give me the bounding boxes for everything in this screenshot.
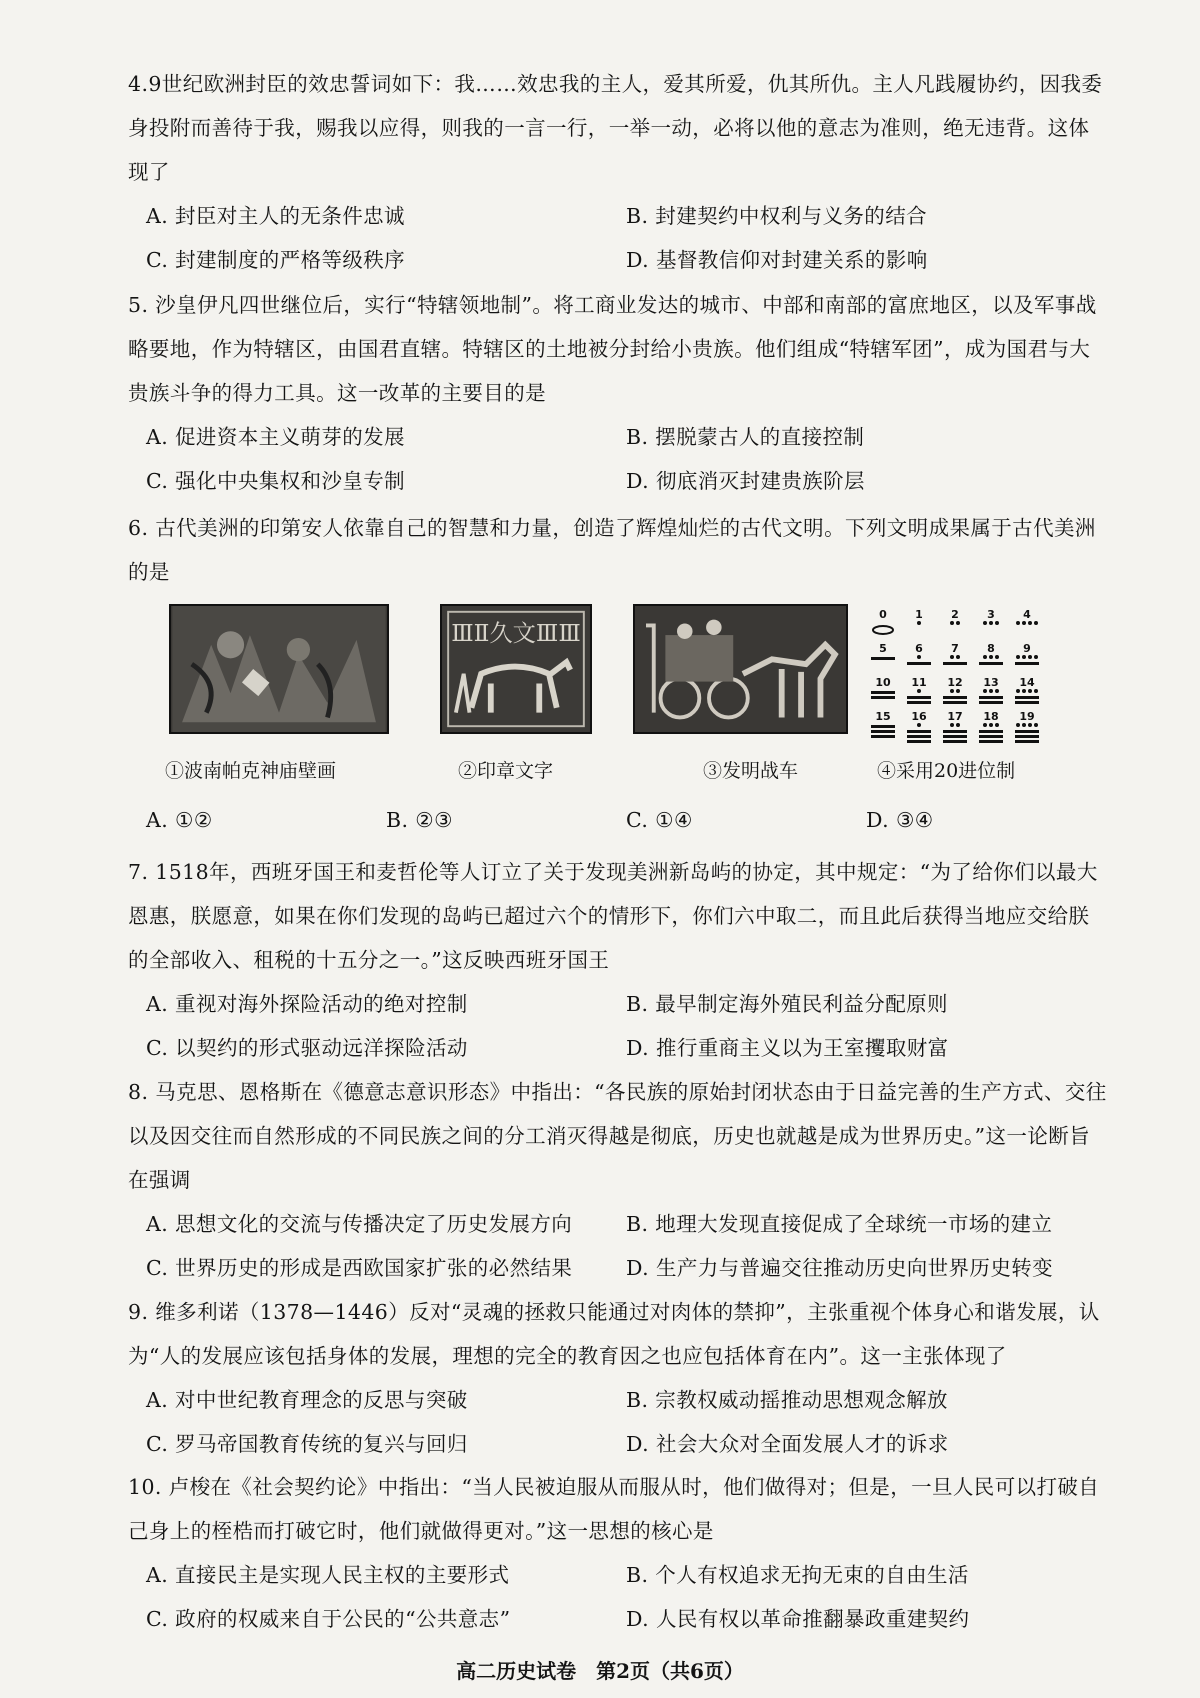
option-d: D. 彻底消灭封建贵族阶层 — [626, 469, 865, 493]
figure-1-caption: ①波南帕克神庙壁画 — [165, 760, 337, 782]
option-a: A. 直接民主是实现人民主权的主要形式 — [146, 1563, 510, 1587]
mayan-numeral-4 — [1016, 608, 1038, 625]
option-d: D. 推行重商主义以为王室攫取财富 — [626, 1036, 949, 1060]
question-7-stem: 7. 1518年，西班牙国王和麦哲伦等人订立了关于发现美洲新岛屿的协定，其中规定：“为了给你们以最大恩惠，朕愿意，如果在你们发现的岛屿已超过六个的情形下，你们六中取二，而且此后获得当地应交给朕的全部收入、租税的十五分之一。”这反映西班牙国王 — [128, 860, 1098, 972]
option-b: B. ②③ — [386, 808, 453, 832]
svg-text:12: 12 — [947, 676, 963, 689]
question-10 — [128, 1465, 1108, 1641]
question-10-options — [128, 1553, 1108, 1641]
svg-text:15: 15 — [875, 710, 891, 723]
svg-text:17: 17 — [947, 710, 963, 723]
mayan-numeral-6 — [907, 642, 931, 665]
svg-text:18: 18 — [983, 710, 999, 723]
seal-image — [440, 604, 592, 734]
question-9-options — [128, 1378, 1108, 1466]
option-a: A. 促进资本主义萌芽的发展 — [146, 425, 405, 449]
question-7-options — [128, 982, 1108, 1070]
figure-seal — [440, 604, 592, 782]
option-c: C. 世界历史的形成是西欧国家扩张的必然结果 — [146, 1256, 573, 1280]
option-c: C. 以契约的形式驱动远洋探险活动 — [146, 1036, 468, 1060]
svg-text:6: 6 — [915, 642, 923, 655]
question-6-figures — [165, 604, 1095, 804]
question-5 — [128, 283, 1108, 503]
mayan-numeral-10 — [871, 676, 895, 699]
svg-text:16: 16 — [911, 710, 927, 723]
option-a: A. 封臣对主人的无条件忠诚 — [146, 204, 405, 228]
figure-3-caption: ③发明战车 — [703, 760, 799, 782]
option-a: A. ①② — [146, 808, 213, 832]
question-6 — [128, 506, 1108, 594]
question-5-stem: 5. 沙皇伊凡四世继位后，实行“特辖领地制”。将工商业发达的城市、中部和南部的富庶地区，以及军事战略要地，作为特辖区，由国君直辖。特辖区的土地被分封给小贵族。他们组成“特辖军团”，成为国君与大贵族斗争的得力工具。这一改革的主要目的是 — [128, 293, 1097, 405]
question-4 — [128, 62, 1108, 282]
mayan-numeral-12 — [943, 676, 967, 704]
svg-text:3: 3 — [987, 608, 995, 621]
question-4-options — [128, 194, 1108, 282]
mayan-numeral-8 — [979, 642, 1003, 665]
question-6-options-wrap — [128, 798, 1108, 842]
mayan-numeral-3 — [983, 608, 999, 625]
svg-text:5: 5 — [879, 642, 887, 655]
question-8-stem: 8. 马克思、恩格斯在《德意志意识形态》中指出：“各民族的原始封闭状态由于日益完善的生产方式、交往以及因交往而自然形成的不同民族之间的分工消灭得越是彻底，历史也就越是成为世界历史。”这一论断旨在强调 — [128, 1080, 1107, 1192]
question-9 — [128, 1290, 1108, 1466]
option-b: B. 封建契约中权利与义务的结合 — [626, 204, 927, 228]
figure-2-caption: ②印章文字 — [458, 760, 554, 782]
figure-mayan-numerals — [865, 604, 1055, 782]
svg-text:19: 19 — [1019, 710, 1035, 723]
question-7 — [128, 850, 1108, 1070]
figure-4-caption: ④采用20进位制 — [877, 760, 1016, 782]
option-b: B. 最早制定海外殖民利益分配原则 — [626, 992, 948, 1016]
option-b: B. 个人有权追求无拘无束的自由生活 — [626, 1563, 969, 1587]
mayan-numeral-0 — [873, 608, 893, 634]
option-b: B. 地理大发现直接促成了全球统一市场的建立 — [626, 1212, 1053, 1236]
option-c: C. 罗马帝国教育传统的复兴与回归 — [146, 1432, 468, 1456]
mayan-numeral-9 — [1015, 642, 1039, 665]
question-5-options — [128, 415, 1108, 503]
question-10-stem: 10. 卢梭在《社会契约论》中指出：“当人民被迫服从而服从时，他们做得对；但是，一旦人民可以打破自己身上的桎梏而打破它时，他们就做得更对。”这一思想的核心是 — [128, 1475, 1100, 1543]
svg-text:1: 1 — [915, 608, 923, 621]
chariot-image — [633, 604, 848, 734]
mayan-numeral-1 — [915, 608, 923, 625]
question-8 — [128, 1070, 1108, 1290]
svg-text:11: 11 — [911, 676, 927, 689]
mayan-numeral-13 — [979, 676, 1003, 704]
mayan-numeral-11 — [907, 676, 931, 704]
figure-mural — [165, 604, 389, 782]
mayan-numeral-16 — [907, 710, 931, 743]
mayan-numeral-15 — [871, 710, 895, 738]
mayan-numeral-2 — [950, 608, 960, 625]
option-d: D. 基督教信仰对封建关系的影响 — [626, 248, 928, 272]
question-6-stem: 6. 古代美洲的印第安人依靠自己的智慧和力量，创造了辉煌灿烂的古代文明。下列文明成果属于古代美洲的是 — [128, 516, 1096, 584]
svg-text:9: 9 — [1023, 642, 1031, 655]
mayan-numeral-19 — [1015, 710, 1039, 743]
option-d: D. ③④ — [866, 808, 934, 832]
seal-inscription: ⅢⅡ久文ⅢⅢ — [451, 619, 581, 647]
option-a: A. 思想文化的交流与传播决定了历史发展方向 — [146, 1212, 573, 1236]
question-6-options — [128, 798, 1108, 842]
question-8-options — [128, 1202, 1108, 1290]
option-b: B. 摆脱蒙古人的直接控制 — [626, 425, 865, 449]
mayan-numeral-14 — [1015, 676, 1039, 704]
option-c: C. 政府的权威来自于公民的“公共意志” — [146, 1607, 511, 1631]
figure-chariot — [633, 604, 848, 782]
page-footer: 高二历史试卷 第2页（共6页） — [456, 1659, 744, 1683]
svg-text:0: 0 — [879, 608, 887, 621]
option-d: D. 人民有权以革命推翻暴政重建契约 — [626, 1607, 970, 1631]
bonampak-mural-image — [169, 604, 389, 734]
svg-text:13: 13 — [983, 676, 999, 689]
mayan-numeral-17 — [943, 710, 967, 743]
option-d: D. 生产力与普遍交往推动历史向世界历史转变 — [626, 1256, 1054, 1280]
svg-text:10: 10 — [875, 676, 891, 689]
mayan-numeral-7 — [943, 642, 967, 665]
svg-text:14: 14 — [1019, 676, 1035, 689]
option-c: C. 强化中央集权和沙皇专制 — [146, 469, 406, 493]
svg-text:4: 4 — [1023, 608, 1031, 621]
svg-text:7: 7 — [951, 642, 959, 655]
question-4-stem: 4.9世纪欧洲封臣的效忠誓词如下：我……效忠我的主人，爱其所爱，仇其所仇。主人凡践履协约，因我委身投附而善待于我，赐我以应得，则我的一言一行，一举一动，必将以他的意志为准则，绝无违背。这体现了 — [128, 72, 1103, 184]
question-9-stem: 9. 维多利诺（1378—1446）反对“灵魂的拯救只能通过对肉体的禁抑”，主张重视个体身心和谐发展，认为“人的发展应该包括身体的发展，理想的完全的教育因之也应包括体育在内”。这一主张体现了 — [128, 1300, 1100, 1368]
svg-text:8: 8 — [987, 642, 995, 655]
mayan-numeral-5 — [871, 642, 895, 660]
option-c: C. 封建制度的严格等级秩序 — [146, 248, 406, 272]
mayan-numerals-image — [865, 604, 1055, 744]
option-b: B. 宗教权威动摇推动思想观念解放 — [626, 1388, 948, 1412]
option-c: C. ①④ — [626, 808, 693, 832]
option-a: A. 重视对海外探险活动的绝对控制 — [146, 992, 468, 1016]
svg-text:2: 2 — [951, 608, 959, 621]
option-a: A. 对中世纪教育理念的反思与突破 — [146, 1388, 468, 1412]
option-d: D. 社会大众对全面发展人才的诉求 — [626, 1432, 949, 1456]
mayan-numeral-18 — [979, 710, 1003, 743]
